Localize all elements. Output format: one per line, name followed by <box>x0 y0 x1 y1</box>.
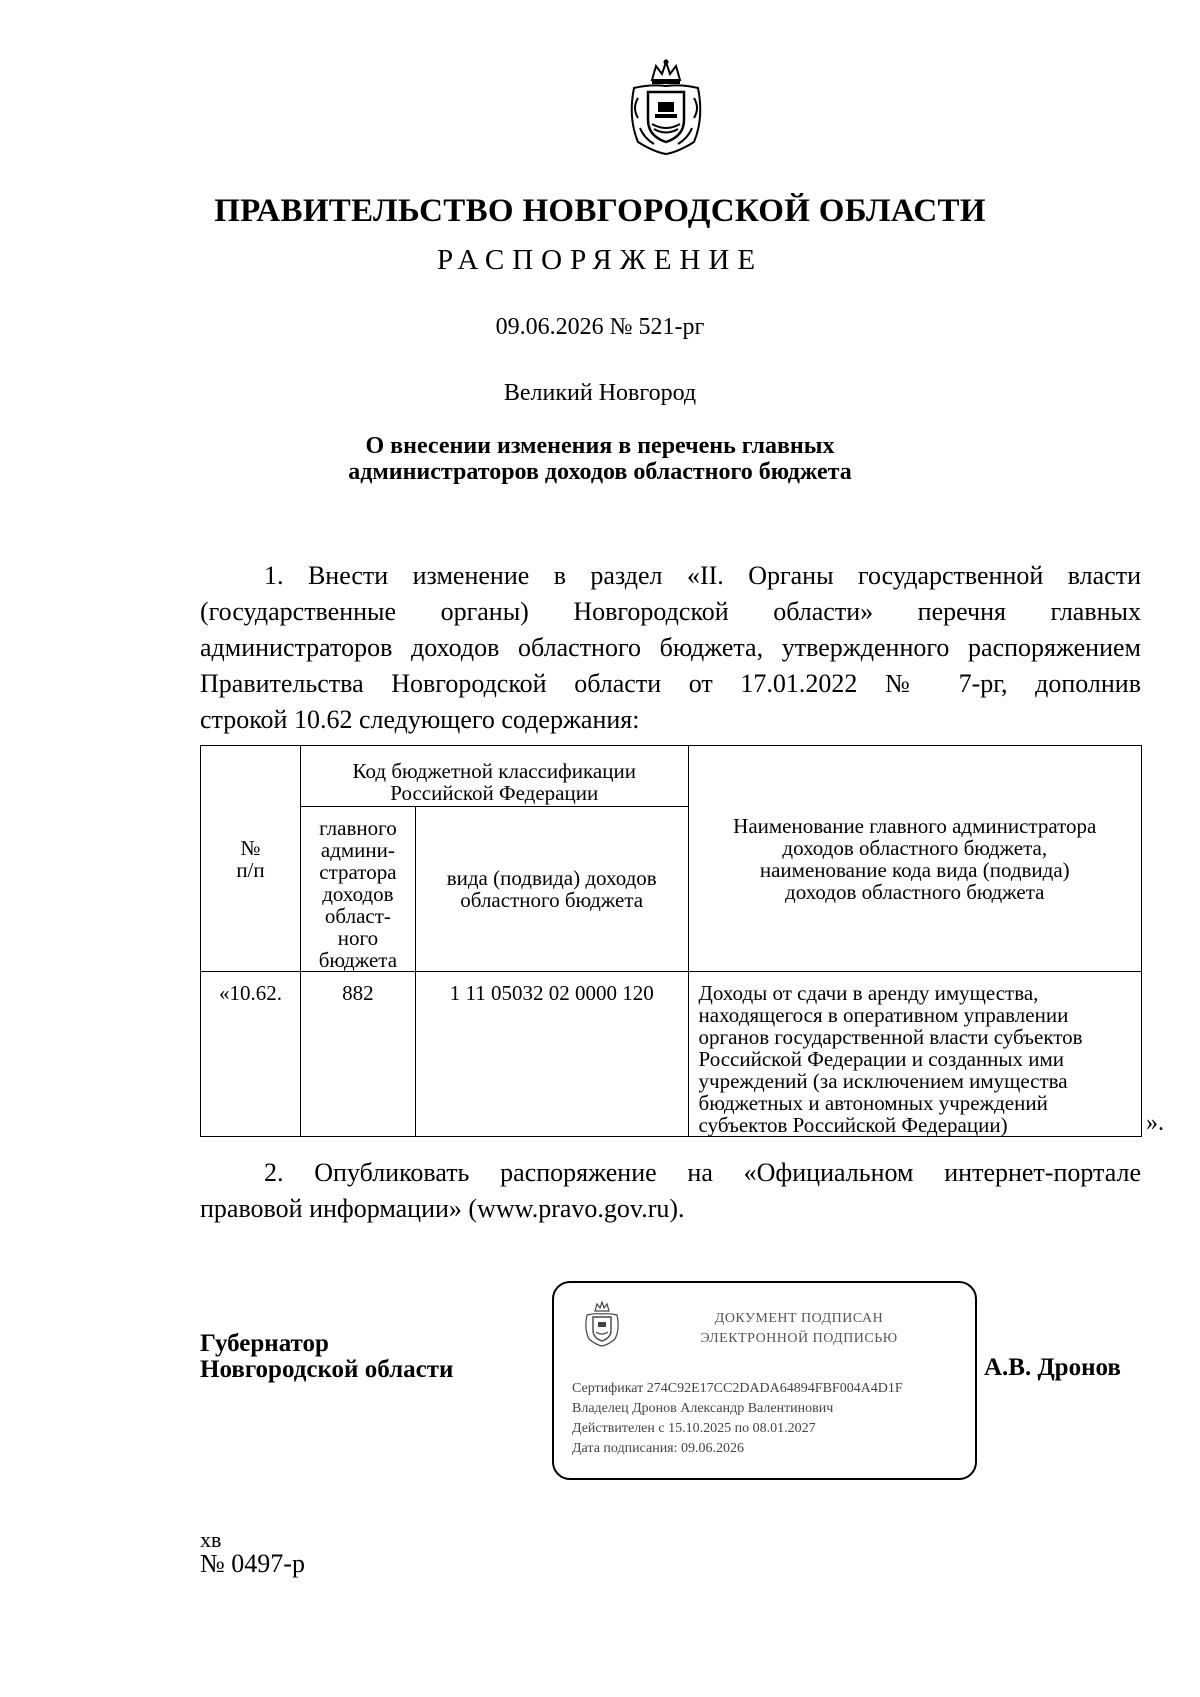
paragraph-line: 1. Внести изменение в раздел «II. Органы государственной власти <box>264 561 1141 590</box>
paragraph-line: правовой информации» (www.pravo.gov.ru). <box>200 1194 685 1223</box>
stamp-certificate: Сертификат 274C92E17CC2DADA64894FBF004A4D1F <box>572 1381 903 1396</box>
paragraph-1 <box>200 558 1141 738</box>
stamp-details <box>572 1379 903 1459</box>
header-cell-admin-code: главного админи- стратора доходов област- ного бюджета <box>300 807 415 972</box>
document-type: РАСПОРЯЖЕНИЕ <box>436 244 764 276</box>
paragraph-line: 2. Опубликовать распоряжение на «Официальном интернет-портале <box>264 1158 1141 1187</box>
stamp-valid: Действителен с 15.10.2025 по 08.01.2027 <box>572 1421 816 1436</box>
signer-position: Губернатор Новгородской области <box>200 1330 454 1383</box>
signer-name: А.В. Дронов <box>984 1354 1121 1381</box>
paragraph-line: администраторов доходов областного бюджета, утвержденного распоряжением <box>200 633 1141 662</box>
table-row <box>201 972 1142 1137</box>
header-cell-number: № п/п <box>201 746 301 972</box>
subject-line: О внесении изменения в перечень главных <box>365 433 835 459</box>
document-subject <box>0 433 1200 485</box>
coat-of-arms-icon <box>624 58 708 156</box>
paragraph-line: (государственные органы) Новгородской области» перечня главных <box>200 597 1141 626</box>
row-name: Доходы от сдачи в аренду имущества, находящегося в оперативном управлении органов государственной власти субъектов Российской Федерации и созданных ими учреждений (за исключением имущества бюджетных и автономных учреждений субъектов Российской Федерации) <box>688 972 1141 1137</box>
header-cell-name: Наименование главного администратора доходов областного бюджета, наименование кода вида (подвида) доходов областного бюджета <box>688 746 1141 972</box>
stamp-title: ДОКУМЕНТ ПОДПИСАН ЭЛЕКТРОННОЙ ПОДПИСЬЮ <box>700 1311 898 1346</box>
footer-number: № 0497-р <box>200 1549 305 1578</box>
document-city: Великий Новгород <box>503 380 697 406</box>
coat-of-arms-icon <box>582 1301 622 1347</box>
stamp-owner: Владелец Дронов Александр Валентинович <box>572 1401 834 1416</box>
stamp-signed-date: Дата подписания: 09.06.2026 <box>572 1441 745 1456</box>
budget-code-table <box>200 745 1142 1137</box>
header-cell-kbk: Код бюджетной классификации Российской Федерации <box>300 746 688 807</box>
subject-line: администраторов доходов областного бюджета <box>348 459 852 485</box>
document-date-number: 09.06.2026 № 521-рг <box>495 314 705 340</box>
footer-initials: хв <box>200 1527 222 1552</box>
header-cell-type-code: вида (подвида) доходов областного бюджета <box>415 807 688 972</box>
electronic-signature-stamp <box>552 1281 977 1480</box>
document-footer <box>200 1528 305 1576</box>
paragraph-line: строкой 10.62 следующего содержания: <box>200 705 640 734</box>
paragraph-line: Правительства Новгородской области от 17.01.2022 № 7-рг, дополнив <box>200 669 1141 698</box>
row-admin-code: 882 <box>300 972 415 1137</box>
row-type-code: 1 11 05032 02 0000 120 <box>415 972 688 1137</box>
closing-quote: ». <box>1146 1110 1164 1136</box>
organization-title: ПРАВИТЕЛЬСТВО НОВГОРОДСКОЙ ОБЛАСТИ <box>214 193 986 229</box>
paragraph-2 <box>200 1155 1141 1227</box>
row-number: «10.62. <box>201 972 301 1137</box>
